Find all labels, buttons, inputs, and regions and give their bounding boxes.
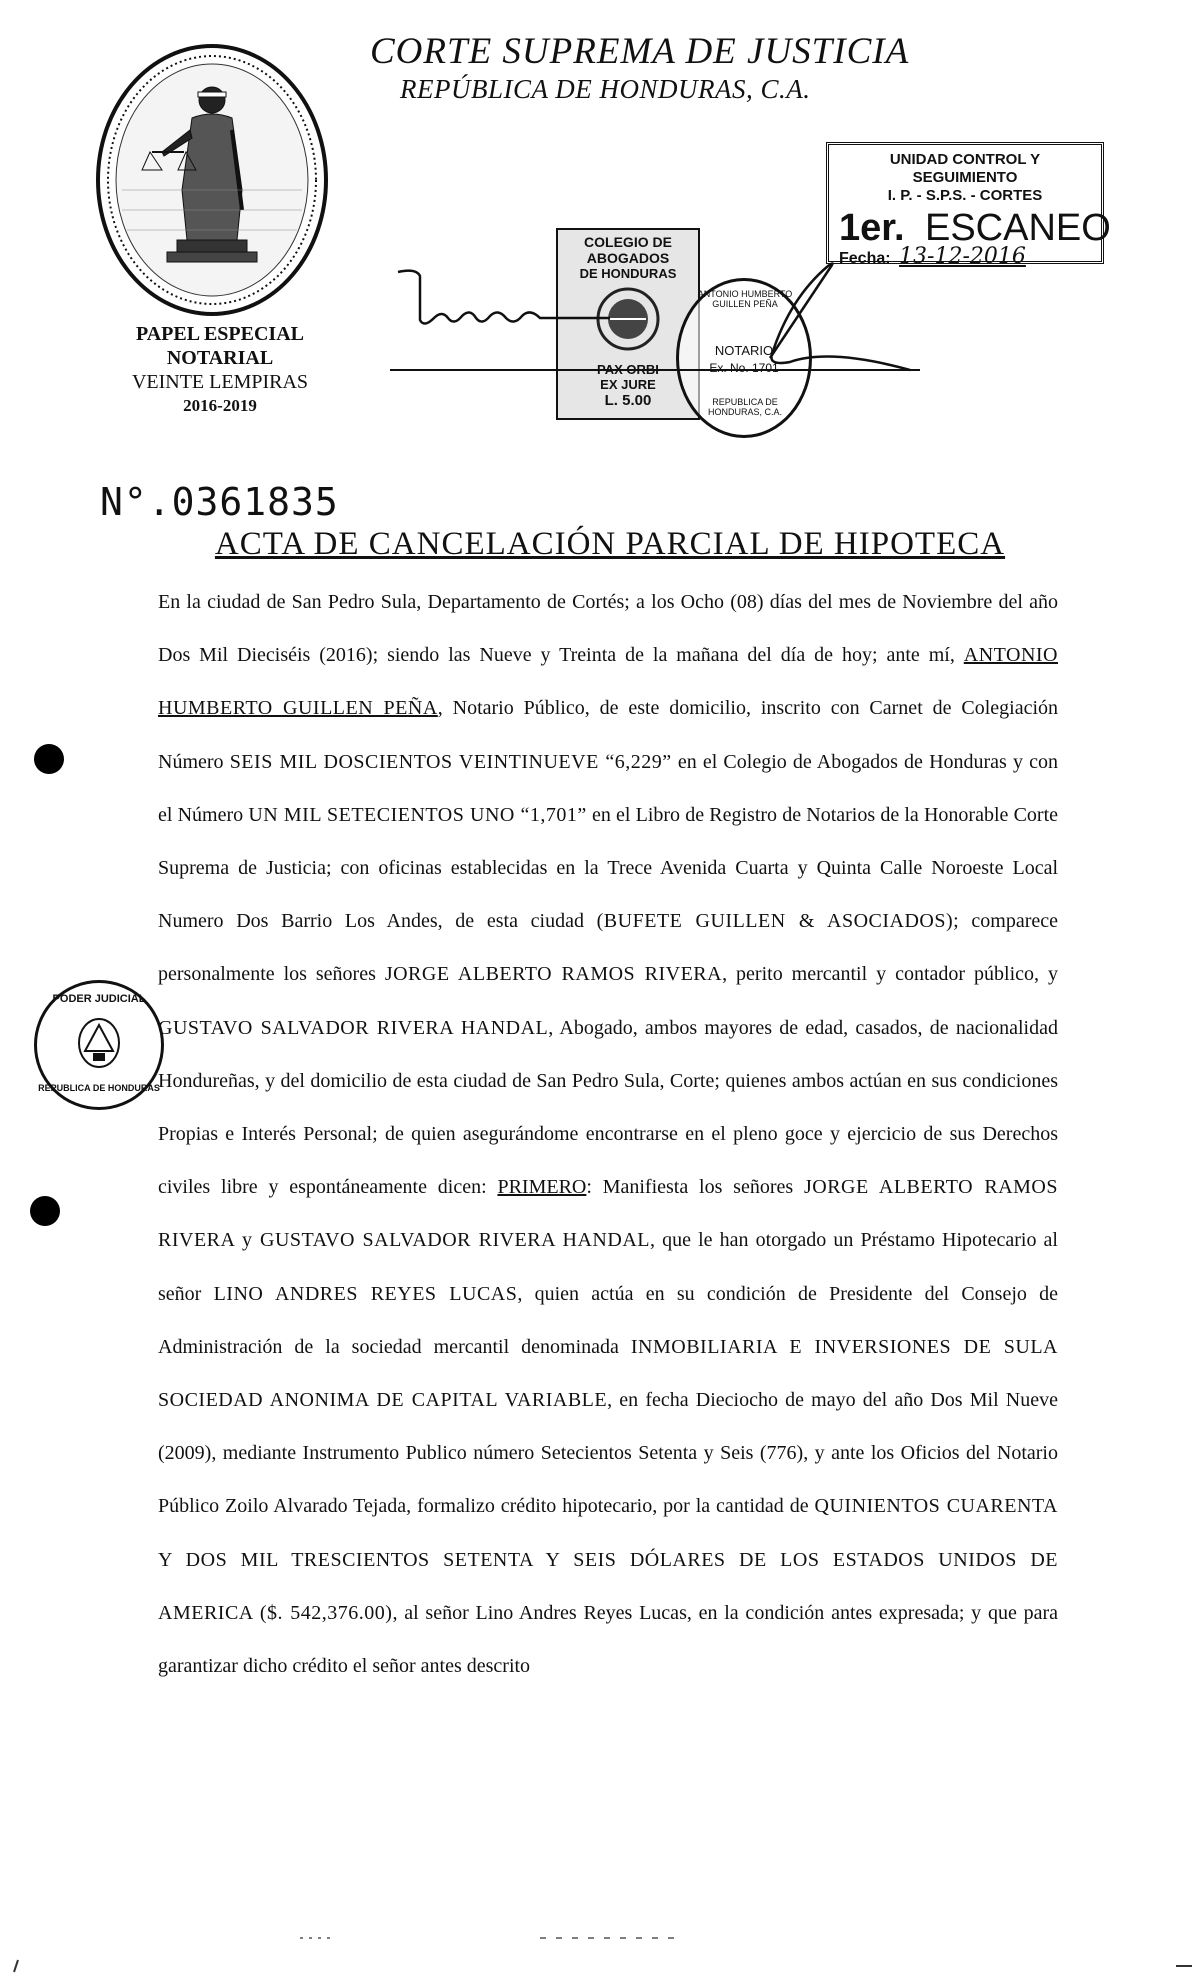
justice-emblem — [92, 40, 332, 320]
scan-control-stamp — [826, 142, 1111, 269]
paper-label-line4: 2016-2019 — [183, 396, 257, 415]
honduras-emblem-icon — [75, 1017, 123, 1069]
notary-signature — [390, 258, 930, 378]
body-segment-12: , al señor Lino Andres Reyes Lucas, en la condición antes expresada; y que para garantizar dicho crédito el señor antes descrito — [158, 1601, 1058, 1678]
scan-stamp-fecha-value: 13-12-2016 — [899, 244, 1026, 269]
carnet-number: SEIS MIL DOSCIENTOS VEINTINUEVE “6,229” — [229, 750, 672, 773]
paper-label-line2: NOTARIAL — [166, 347, 274, 369]
body-segment-06: , perito mercantil y contador público, y — [722, 963, 1058, 986]
body-segment-05: ; comparece personalmente los señores — [158, 910, 1058, 986]
scan-stamp-office: I. P. - S.P.S. - CORTES — [887, 187, 1043, 204]
body-segment-01: En la ciudad de San Pedro Sula, Departamento de Cortés; a los Ocho (08) días del mes de Noviembre del año Dos Mil Dieciséis (2016); siendo las Nueve y Treinta de la mañana del día de hoy; ante mí, — [158, 591, 1058, 667]
body-paragraph — [158, 576, 1058, 1693]
scan-stamp-fecha-label: Fecha: — [839, 250, 891, 267]
colegio-stamp-line2: ABOGADOS — [586, 250, 670, 266]
scan-stamp-unit: UNIDAD CONTROL Y SEGUIMIENTO — [889, 151, 1041, 186]
scan-specks — [0, 1920, 1200, 1976]
scan-stamp-ordinal: 1er. — [839, 207, 905, 249]
body-segment-09: , que le han otorgado un Préstamo Hipotecario al señor — [158, 1229, 1058, 1305]
court-title: CORTE SUPREMA DE JUSTICIA — [370, 31, 910, 72]
judicial-seal — [34, 980, 164, 1110]
punch-hole-1 — [34, 744, 64, 774]
document-number: N°.0361835 — [100, 480, 339, 524]
body-segment-07: , Abogado, ambos mayores de edad, casados, de nacionalidad Hondureñas, y del domicilio de esta ciudad de San Pedro Sula, Corte; quienes ambos actúan en sus condiciones Propias e Interés Personal; de quien asegurándome encontrarse en el pleno goce y ejercicio de sus Derechos civiles libre y espontáneamente dicen: — [158, 1016, 1058, 1199]
punch-hole-2 — [30, 1196, 60, 1226]
person-2-name: GUSTAVO SALVADOR RIVERA HANDAL — [158, 1016, 549, 1039]
colegio-stamp-line3: DE HONDURAS — [579, 266, 677, 281]
notary-seal-center1: NOTARIO — [714, 343, 774, 358]
borrower-name: LINO ANDRES REYES LUCAS — [213, 1282, 518, 1305]
body-segment-02: , Notario Público, de este domicilio, inscrito con Carnet de Colegiación Número — [158, 697, 1058, 773]
body-segment-08: : Manifiesta los señores — [586, 1176, 804, 1199]
person-1-name: JORGE ALBERTO RAMOS RIVERA — [384, 963, 723, 986]
loan-amount: QUINIENTOS CUARENTA Y DOS MIL TRESCIENTOS SETENTA Y SEIS DÓLARES DE LOS ESTADOS UNIDOS DE AMERICA ($. 542,376.00) — [158, 1495, 1058, 1624]
registro-number: UN MIL SETECIENTOS UNO “1,701” — [248, 803, 587, 826]
notary-seal-center2: Ex. No. 1701 — [709, 361, 779, 375]
colegio-stamp-bottom2: EX JURE — [600, 377, 656, 392]
judicial-seal-bottom: REPUBLICA DE HONDURAS — [38, 1083, 160, 1093]
company-name: INMOBILIARIA E INVERSIONES DE SULA SOCIEDAD ANONIMA DE CAPITAL VARIABLE — [158, 1335, 1058, 1412]
persons-both-names: JORGE ALBERTO RAMOS RIVERA y GUSTAVO SALVADOR RIVERA HANDAL — [158, 1176, 1058, 1252]
colegio-stamp-value: L. 5.00 — [604, 392, 652, 409]
body-segment-03: en el Colegio de Abogados de Honduras y con el Número — [158, 750, 1058, 826]
notary-name: ANTONIO HUMBERTO GUILLEN PEÑA — [158, 644, 1058, 720]
scan-stamp-label: ESCANEO — [924, 207, 1111, 249]
primero-heading: PRIMERO — [497, 1176, 587, 1199]
republic-subtitle: REPÚBLICA DE HONDURAS, C.A. — [400, 74, 811, 104]
notary-seal-bottom-text: REPUBLICA DE HONDURAS, C.A. — [707, 397, 782, 417]
colegio-stamp-bottom1: PAX ORBI — [597, 362, 659, 377]
colegio-stamp-line1: COLEGIO DE — [584, 234, 672, 250]
body-segment-04: en el Libro de Registro de Notarios de la Honorable Corte Suprema de Justicia; con oficinas establecidas en la Trece Avenida Cuarta y Quinta Calle Noroeste Local Numero Dos Barrio Los Andes, de esta ciudad — [158, 803, 1058, 933]
notary-seal-ring-text: ANTONIO HUMBERTO GUILLEN PEÑA — [697, 289, 793, 309]
paper-label-line1: PAPEL ESPECIAL — [136, 323, 304, 345]
paper-label-line3: VEINTE LEMPIRAS — [131, 371, 309, 393]
document-body — [158, 576, 1058, 1693]
bufete-name: (BUFETE GUILLEN & ASOCIADOS) — [596, 910, 954, 933]
body-segment-11: , en fecha Dieciocho de mayo del año Dos Mil Nueve (2009), mediante Instrumento Publico número Setecientos Setenta y Seis (776), y ante los Oficios del Notario Público Zoilo Alvarado Tejada, formalizo crédito hipotecario, por la cantidad de — [158, 1389, 1058, 1518]
body-segment-10: , quien actúa en su condición de Presidente del Consejo de Administración de la sociedad mercantil denominada — [158, 1282, 1058, 1358]
document-title: ACTA DE CANCELACIÓN PARCIAL DE HIPOTECA — [214, 526, 1006, 562]
judicial-seal-top: PODER JUDICIAL — [52, 993, 146, 1005]
